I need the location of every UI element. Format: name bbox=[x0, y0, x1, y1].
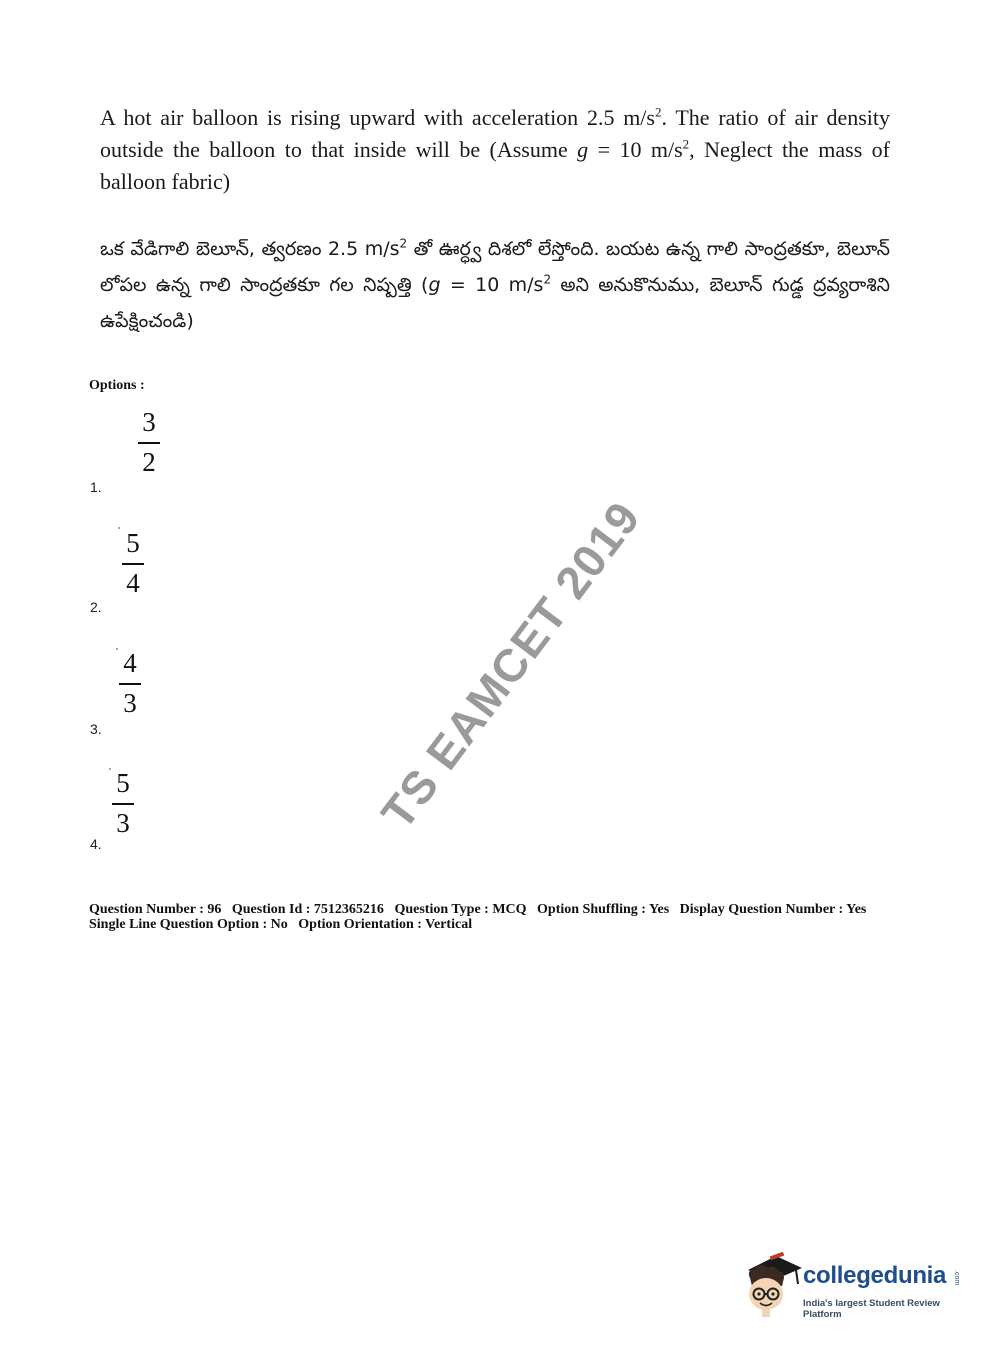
option-2-denominator: 4 bbox=[126, 568, 140, 598]
option-2-numerator: 5 bbox=[126, 528, 140, 558]
option-3-numerator: 4 bbox=[123, 648, 137, 678]
option-4-denominator: 3 bbox=[116, 808, 130, 838]
question-type: Question Type : MCQ bbox=[394, 902, 527, 917]
metadata-line-2 bbox=[89, 917, 949, 932]
fraction-bar bbox=[119, 683, 141, 685]
variable-g: g bbox=[428, 274, 441, 296]
fraction-bar bbox=[138, 442, 160, 444]
option-4-fraction bbox=[111, 769, 135, 839]
question-english bbox=[100, 102, 890, 198]
question-telugu bbox=[100, 231, 890, 339]
superscript: 2 bbox=[399, 236, 408, 251]
option-1-denominator: 2 bbox=[142, 447, 156, 477]
superscript: 2 bbox=[682, 136, 690, 152]
superscript: 2 bbox=[543, 272, 552, 287]
question-telugu-text: = 10 m/s bbox=[440, 274, 544, 296]
variable-g: g bbox=[577, 137, 589, 162]
question-telugu-text: తో ఊర్ధ్వ దిశలో లేస్తోంది. బయట ఉన్న గాలి సాంద్రతకూ, బెలూన్ లోపల ఉన్న గాలి సాంద్రతకూ గల నిష్పత్తి ( bbox=[100, 238, 890, 296]
option-1-fraction bbox=[137, 408, 161, 478]
option-2-fraction bbox=[121, 529, 145, 599]
question-english-text: = 10 m/s bbox=[588, 137, 683, 162]
option-orientation: Option Orientation : Vertical bbox=[298, 917, 473, 932]
option-shuffling: Option Shuffling : Yes bbox=[537, 902, 670, 917]
question-id: Question Id : 7512365216 bbox=[231, 902, 384, 917]
option-3-number: 3. bbox=[90, 721, 102, 737]
collegedunia-logo[interactable] bbox=[742, 1248, 972, 1320]
option-1-number: 1. bbox=[90, 479, 102, 495]
logo-tagline: India's largest Student Review Platform bbox=[803, 1298, 940, 1320]
option-marker bbox=[118, 527, 120, 529]
option-1-numerator: 3 bbox=[142, 407, 156, 437]
question-english-text: , Neglect the mass of balloon fabric) bbox=[100, 137, 891, 194]
option-3-denominator: 3 bbox=[123, 688, 137, 718]
fraction-bar bbox=[112, 803, 134, 805]
fraction-bar bbox=[122, 563, 144, 565]
metadata-line-1 bbox=[89, 902, 949, 917]
question-telugu-text: ఒక వేడిగాలి బెలూన్, త్వరణం 2.5 m/s bbox=[100, 238, 400, 260]
watermark: TS EAMCET 2019 bbox=[370, 491, 651, 839]
display-question-number: Display Question Number : Yes bbox=[679, 902, 867, 917]
superscript: 2 bbox=[655, 104, 662, 120]
option-4-number: 4. bbox=[90, 836, 102, 852]
mascot-icon bbox=[742, 1248, 804, 1320]
question-english-text: A hot air balloon is rising upward with acceleration 2.5 m/s bbox=[100, 105, 655, 130]
question-english-text: . The ratio of air density outside the balloon to that inside will be (Assume bbox=[100, 105, 890, 162]
option-2-number: 2. bbox=[90, 599, 102, 615]
logo-brand-text: collegedunia bbox=[803, 1262, 947, 1289]
question-telugu-text: అని అనుకొనుము, బెలూన్ గుడ్డ ద్రవ్యరాశిని ఉపేక్షించండి) bbox=[100, 274, 890, 332]
logo-com-text: .com bbox=[953, 1270, 960, 1286]
options-title: Options : bbox=[89, 378, 145, 393]
option-3-fraction bbox=[118, 649, 142, 719]
question-number: Question Number : 96 bbox=[89, 902, 222, 917]
question-metadata bbox=[89, 902, 949, 932]
single-line-option: Single Line Question Option : No bbox=[89, 917, 288, 932]
option-4-numerator: 5 bbox=[116, 768, 130, 798]
